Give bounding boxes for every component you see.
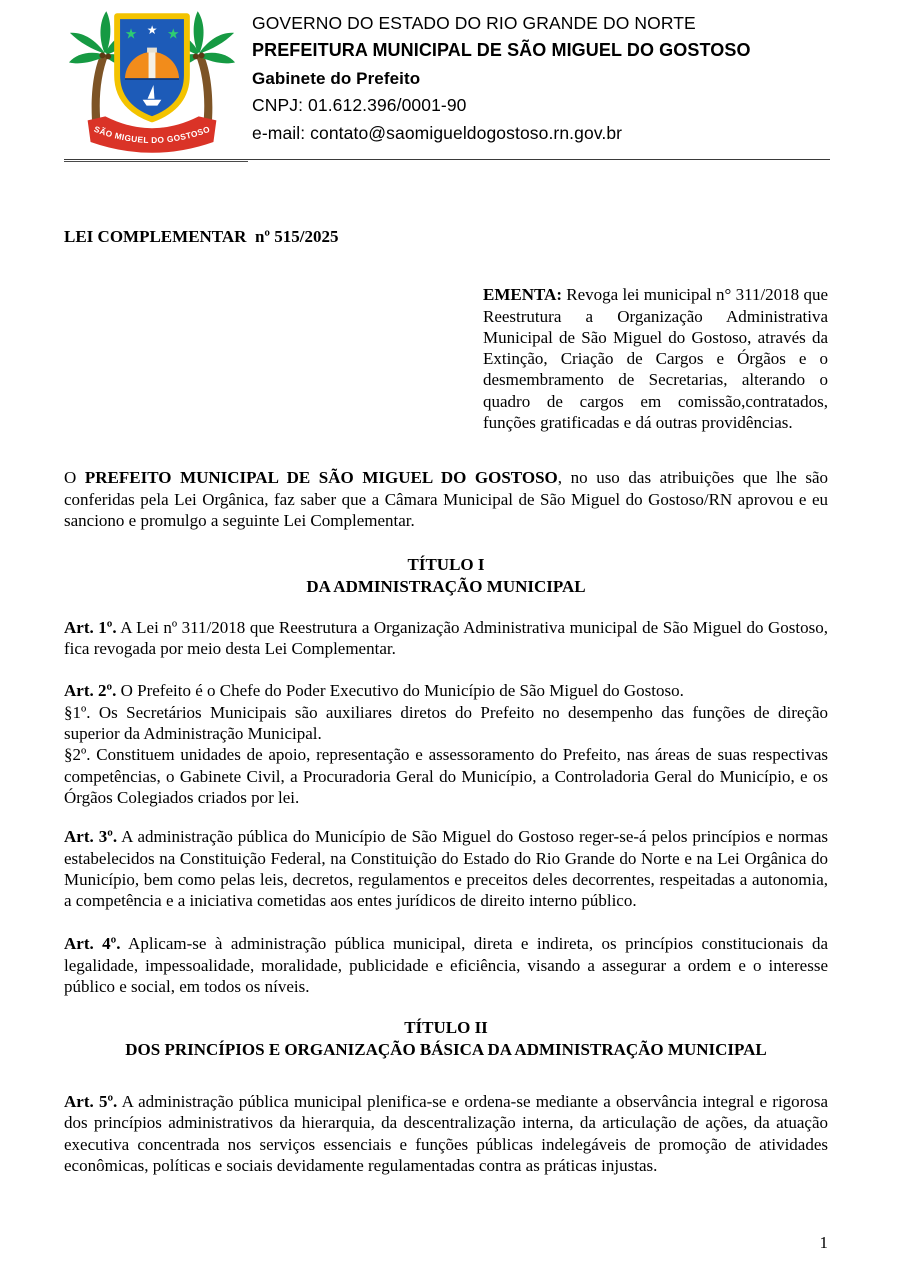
ementa-label: EMENTA: xyxy=(483,285,563,305)
star-icon: ★ xyxy=(146,22,158,37)
article-2-text: O Prefeito é o Chefe do Poder Executivo do Município de São Miguel do Gostoso. xyxy=(116,681,684,701)
crest-banner-text: SÃO MIGUEL DO GOSTOSO xyxy=(92,123,212,145)
article-4-text: Aplicam-se à administração pública municipal, direta e indireta, os princípios constitucionais da legalidade, impessoalidade, moralidade, publicidade e eficiência, visando a assegurar a ordem e o interesse público e social, em todos os níveis. xyxy=(64,934,828,997)
article-5 xyxy=(64,1091,828,1176)
article-2 xyxy=(64,680,828,701)
titulo-ii-heading xyxy=(64,1017,828,1060)
titulo-i-caption: DA ADMINISTRAÇÃO MUNICIPAL xyxy=(306,576,586,596)
letterhead-text xyxy=(252,8,751,147)
titulo-ii-caption: DOS PRINCÍPIOS E ORGANIZAÇÃO BÁSICA DA ADMINISTRAÇÃO MUNICIPAL xyxy=(125,1039,767,1059)
email-line: e-mail: contato@saomigueldogostoso.rn.gov.br xyxy=(252,122,623,143)
cnpj-line: CNPJ: 01.612.396/0001-90 xyxy=(252,95,467,116)
article-3 xyxy=(64,826,828,911)
coat-of-arms-icon xyxy=(66,8,238,156)
preamble-rest: , no uso das atribuições que lhe são conferidas pela Lei Orgânica, faz saber que a Câmara Municipal de São Miguel do Gostoso/RN aprovou e eu sanciono e promulgo a seguinte Lei Complementar. xyxy=(64,468,828,530)
article-2-paragraph-1: §1º. Os Secretários Municipais são auxiliares diretos do Prefeito no desempenho das funções de direção superior da Administração Municipal. xyxy=(64,702,828,744)
law-title: LEI COMPLEMENTAR nº 515/2025 xyxy=(64,227,339,246)
office-line: Gabinete do Prefeito xyxy=(252,68,421,88)
star-icon: ★ xyxy=(124,26,138,42)
header-divider xyxy=(64,159,830,160)
article-4 xyxy=(64,933,828,997)
article-3-text: A administração pública do Município de São Miguel do Gostoso reger-se-á pelos princípios e normas estabelecidos na Constituição Federal, na Constituição do Estado do Rio Grande do Norte e na Lei Orgânica do Município, bem como pelas leis, decretos, regulamentos e preceitos deles decorrentes, respeitadas a autonomia, a competência e a iniciativa cometidas aos entes jurídicos de direito interno público. xyxy=(64,827,828,911)
titulo-ii-number: TÍTULO II xyxy=(404,1018,488,1038)
article-1-lead: Art. 1º. xyxy=(64,617,117,637)
article-3-lead: Art. 3º. xyxy=(64,827,118,847)
article-5-lead: Art. 5º. xyxy=(64,1091,118,1111)
article-1-text: A Lei nº 311/2018 que Reestrutura a Organização Administrativa municipal de São Miguel do Gostoso, fica revogada por meio desta Lei Complementar. xyxy=(64,617,828,659)
titulo-i-heading xyxy=(64,554,828,597)
lighthouse-icon xyxy=(147,48,157,79)
document-body xyxy=(0,226,900,1176)
titulo-i-number: TÍTULO I xyxy=(407,555,485,575)
article-4-lead: Art. 4º. xyxy=(64,934,121,954)
government-line: GOVERNO DO ESTADO DO RIO GRANDE DO NORTE xyxy=(252,13,696,33)
preamble-subject: PREFEITO MUNICIPAL DE SÃO MIGUEL DO GOSTOSO xyxy=(84,468,558,488)
preamble-lead: O xyxy=(64,468,85,488)
ementa xyxy=(483,284,828,433)
article-5-text: A administração pública municipal plenifica-se e ordena-se mediante a observância integral e rigorosa dos princípios administrativos da hierarquia, da descentralização interna, da articulação de ações, da atuação executiva concentrada nos serviços essenciais e funções públicas indelegáveis de promoção de atividades econômicas, políticas e sociais devidamente regulamentadas contra as práticas injustas. xyxy=(64,1091,828,1175)
page-number: 1 xyxy=(819,1233,828,1252)
prefecture-line: PREFEITURA MUNICIPAL DE SÃO MIGUEL DO GOSTOSO xyxy=(252,40,751,61)
star-icon: ★ xyxy=(166,26,180,42)
ementa-text: Revoga lei municipal n° 311/2018 que Reestrutura a Organização Administrativa Municipal de São Miguel do Gostoso, através da Extinção, Criação de Cargos e Órgãos e o desmembramento de Secretarias, alterando o quadro de cargos em comissão,contratados, funções gratificadas e dá outras providências. xyxy=(483,285,828,433)
preamble xyxy=(64,467,828,531)
article-2-lead: Art. 2º. xyxy=(64,681,117,701)
article-2-paragraph-2: §2º. Constituem unidades de apoio, representação e assessoramento do Prefeito, nas áreas de suas respectivas competências, o Gabinete Civil, a Procuradoria Geral do Município, a Controladoria Geral do Município, e os Órgãos Colegiados criados por lei. xyxy=(64,745,828,807)
shield-icon xyxy=(117,16,187,119)
letterhead xyxy=(0,0,900,156)
municipal-crest xyxy=(66,8,238,156)
article-1 xyxy=(64,617,828,660)
header-divider-segment xyxy=(64,161,248,162)
article-2-block xyxy=(64,680,828,808)
